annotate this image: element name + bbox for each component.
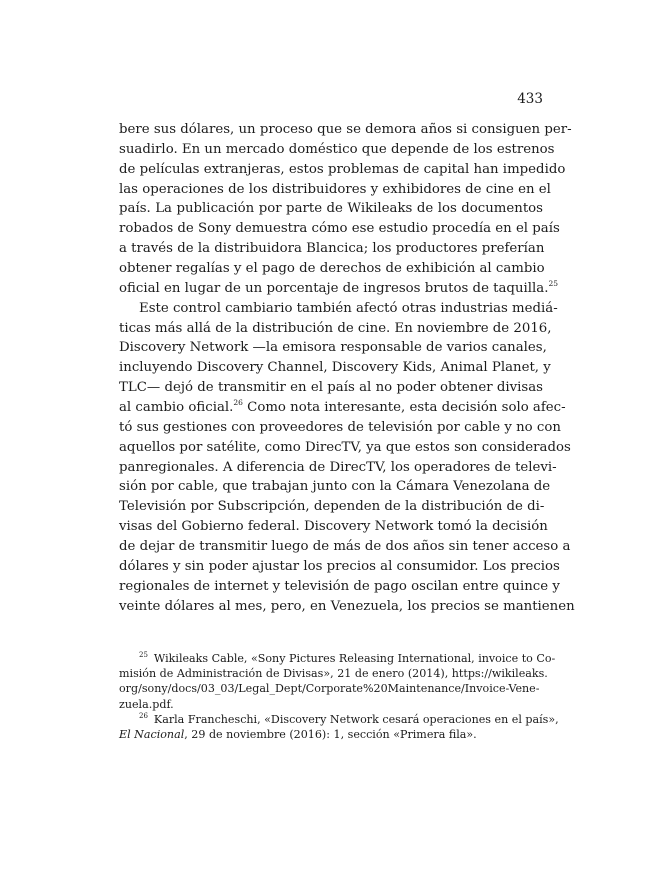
- paragraph-line: sión por cable, que trabajan junto con la Cámara Venezolana de: [119, 479, 551, 495]
- paragraph-line: regionales de internet y televisión de pago oscilan entre quince y: [119, 578, 560, 594]
- paragraph-line: panregionales. A diferencia de DirecTV, los operadores de televi-: [119, 459, 557, 475]
- footnote-mark: 25: [139, 651, 148, 659]
- footnote-ref-26[interactable]: 26: [233, 398, 243, 408]
- paragraph-line: oficial en lugar de un porcentaje de ingresos brutos de taquilla.$^{25}$: [119, 278, 558, 296]
- paragraph-line: veinte dólares al mes, pero, en Venezuela, los precios se mantienen: [119, 598, 575, 614]
- paragraph-line: de películas extranjeras, estos problemas de capital han impedido: [119, 161, 566, 177]
- paragraph-line: tó sus gestiones con proveedores de televisión por cable y no con: [119, 419, 561, 435]
- footnotes: [119, 651, 559, 742]
- paragraph-line: ticas más allá de la distribución de cine. En noviembre de 2016,: [119, 320, 552, 336]
- paragraph-line: dólares y sin poder ajustar los precios al consumidor. Los precios: [119, 558, 560, 574]
- paragraph-line: suadirlo. En un mercado doméstico que depende de los estrenos: [119, 141, 555, 157]
- paragraph-line: aquellos por satélite, como DirecTV, ya que estos son considerados: [119, 439, 571, 455]
- paragraph-line: obtener regalías y el pago de derechos de exhibición al cambio: [119, 261, 545, 277]
- footnote-25-line: org/sony/docs/03_03/Legal_Dept/Corporate%20Maintenance/Invoice-Vene-: [119, 682, 540, 696]
- page-number: 433: [517, 91, 543, 107]
- footnote-25-line: zuela.pdf.: [119, 697, 174, 711]
- footnote-26-line: El Nacional, 29 de noviembre (2016): 1, sección «Primera fila».: [119, 727, 477, 741]
- footnote-ref-25[interactable]: 25: [548, 278, 558, 288]
- paragraph-line: Televisión por Subscripción, dependen de la distribución de di-: [119, 499, 545, 515]
- footnote-25-line: $^{25}$ Wikileaks Cable, «Sony Pictures Releasing International, invoice to Co-: [139, 651, 556, 665]
- paragraph-line: país. La publicación por parte de Wikileaks de los documentos: [119, 201, 543, 217]
- paragraph-line: robados de Sony demuestra cómo ese estudio procedía en el país: [119, 221, 560, 237]
- paragraph-line: TLC— dejó de transmitir en el país al no poder obtener divisas: [119, 380, 543, 396]
- paragraph-line: al cambio oficial.$^{26}$ Como nota interesante, esta decisión solo afec-: [119, 398, 566, 416]
- paragraph-line: visas del Gobierno federal. Discovery Network tomó la decisión: [119, 519, 548, 535]
- paragraph-line: las operaciones de los distribuidores y exhibidores de cine en el: [119, 181, 551, 197]
- paragraph-line: bere sus dólares, un proceso que se demora años si consiguen per-: [119, 122, 572, 137]
- footnote-26-line: $^{26}$ Karla Francheschi, «Discovery Network cesará operaciones en el país»,: [139, 711, 559, 726]
- body-text: [119, 120, 575, 616]
- footnote-mark: 26: [139, 711, 148, 720]
- footnote-25-line: misión de Administración de Divisas», 21 de enero (2014), https://wikileaks.: [119, 667, 548, 681]
- paragraph-line: Este control cambiario también afectó otras industrias mediá-: [139, 300, 558, 316]
- paragraph-line: de dejar de transmitir luego de más de dos años sin tener acceso a: [119, 539, 571, 555]
- paragraph-line: a través de la distribuidora Blancica; los productores preferían: [119, 241, 545, 257]
- paragraph-line: Discovery Network —la emisora responsable de varios canales,: [119, 340, 547, 356]
- paragraph-line: incluyendo Discovery Channel, Discovery Kids, Animal Planet, y: [119, 360, 551, 376]
- publication-title: El Nacional: [119, 727, 185, 741]
